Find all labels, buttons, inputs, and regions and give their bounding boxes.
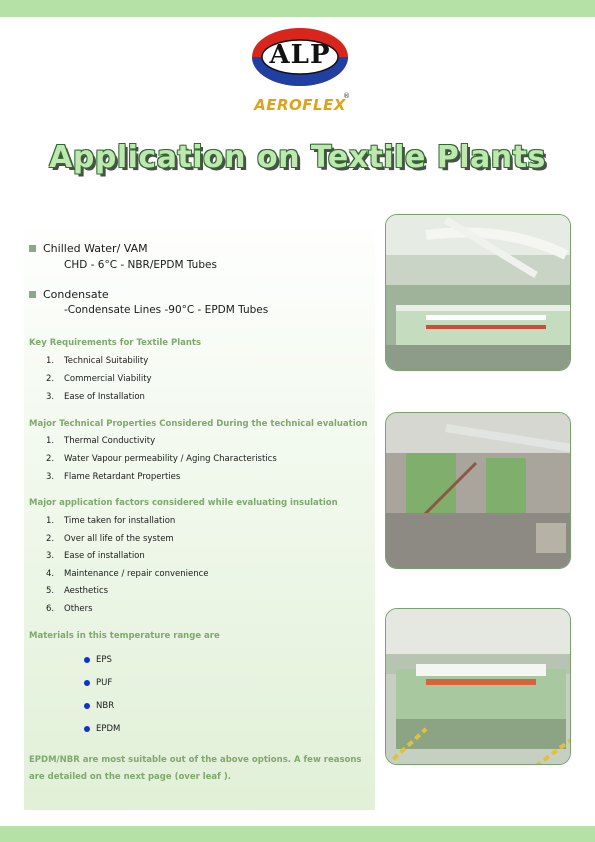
- alp-aeroflex-logo: [244, 26, 356, 118]
- list-item: 1. Technical Suitability: [46, 356, 149, 366]
- material-item: NBR: [84, 701, 114, 711]
- list-item: 1. Thermal Conductivity: [46, 436, 156, 446]
- bottom-band: [0, 826, 595, 842]
- bullet-dot-icon: [84, 703, 90, 709]
- list-item: 3. Flame Retardant Properties: [46, 472, 181, 482]
- bullet-chilled-water: [29, 242, 148, 255]
- photo-textile-machinery: [385, 214, 571, 371]
- list-item: 6. Others: [46, 604, 93, 614]
- photo-spinning-machines: [385, 608, 571, 765]
- registered-mark: ®: [343, 92, 350, 100]
- list-item: 3. Ease of installation: [46, 551, 145, 561]
- photo-construction-interior: [385, 412, 571, 569]
- list-item: 2. Water Vapour permeability / Aging Characteristics: [46, 454, 277, 464]
- material-item: EPDM: [84, 724, 120, 734]
- bullet-detail: -Condensate Lines -90°C - EPDM Tubes: [64, 304, 269, 316]
- top-band: [0, 0, 595, 17]
- list-item: 4. Maintenance / repair convenience: [46, 569, 209, 579]
- square-bullet-icon: [29, 291, 36, 298]
- materials-heading: Materials in this temperature range are: [29, 631, 220, 641]
- material-item: EPS: [84, 655, 112, 665]
- section-heading: Major application factors considered while evaluating insulation: [29, 498, 338, 508]
- section-heading: Major Technical Properties Considered During the technical evaluation: [29, 419, 368, 429]
- bullet-dot-icon: [84, 680, 90, 686]
- bullet-label: Condensate: [43, 288, 109, 301]
- logo-alp-text: ALP: [269, 40, 331, 70]
- list-item: 5. Aesthetics: [46, 586, 109, 596]
- material-item: PUF: [84, 678, 112, 688]
- closing-text: EPDM/NBR are most suitable out of the above options. A few reasons are detailed on the next page (over leaf ).: [29, 755, 362, 782]
- bullet-dot-icon: [84, 726, 90, 732]
- bullet-label: Chilled Water/ VAM: [43, 242, 148, 255]
- list-item: 2. Commercial Viability: [46, 374, 152, 384]
- list-item: 3. Ease of Installation: [46, 392, 145, 402]
- page-title: Application on Textile Plants: [49, 140, 546, 175]
- list-item: 1. Time taken for installation: [46, 516, 176, 526]
- bullet-detail: CHD - 6°C - NBR/EPDM Tubes: [64, 259, 217, 271]
- square-bullet-icon: [29, 245, 36, 252]
- logo-aeroflex-text: AEROFLEX: [254, 96, 346, 114]
- bullet-condensate: [29, 288, 109, 301]
- list-item: 2. Over all life of the system: [46, 534, 174, 544]
- bullet-dot-icon: [84, 657, 90, 663]
- section-heading: Key Requirements for Textile Plants: [29, 338, 202, 348]
